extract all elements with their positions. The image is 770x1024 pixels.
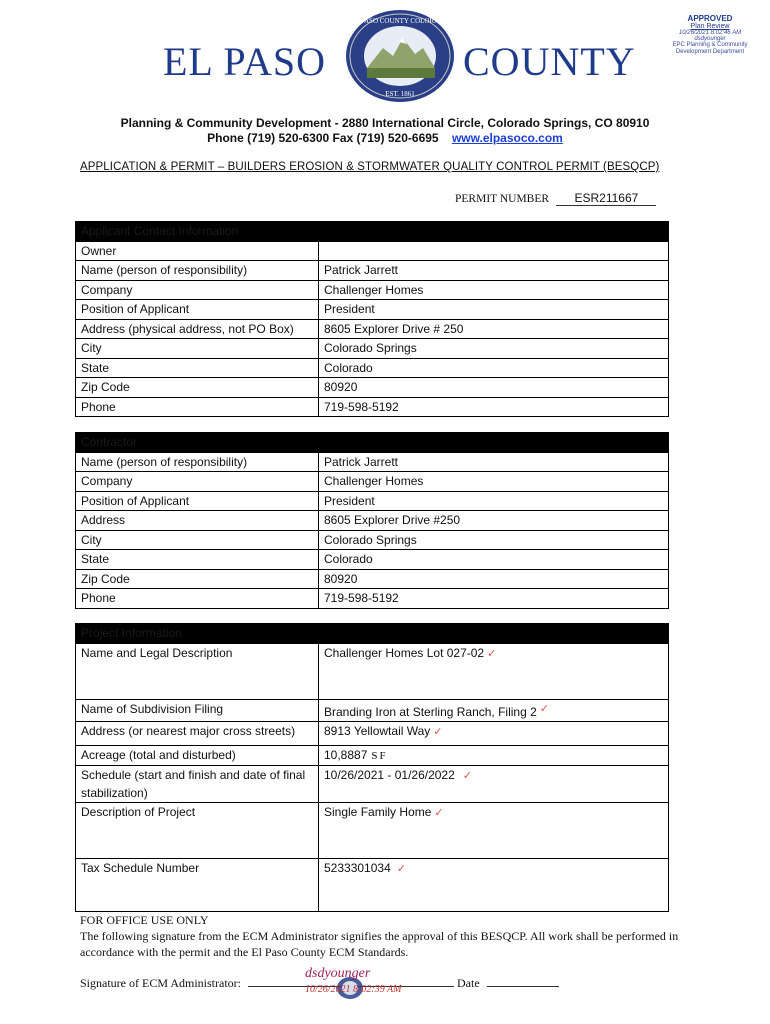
table-row bbox=[76, 261, 669, 281]
row-value: Challenger Homes bbox=[319, 280, 669, 300]
table-row bbox=[76, 319, 669, 339]
seal-text-bottom: EST. 1861 bbox=[385, 90, 415, 98]
table-row bbox=[76, 858, 669, 911]
table-row bbox=[76, 721, 669, 745]
row-label: Name (person of responsibility) bbox=[76, 452, 319, 472]
project-name-value: Challenger Homes Lot 027-02 bbox=[324, 645, 485, 660]
stamp-plan-review: Plan Review bbox=[690, 23, 730, 30]
project-table bbox=[75, 623, 669, 912]
check-mark-icon: ✓ bbox=[539, 702, 550, 715]
table-row bbox=[76, 397, 669, 417]
stamp-user: dsdyounger bbox=[694, 36, 726, 42]
row-value: Challenger Homes bbox=[319, 472, 669, 492]
stamp-dept-line1: EPC Planning & Community bbox=[672, 42, 748, 48]
row-value bbox=[319, 721, 669, 745]
row-label: Acreage (total and disturbed) bbox=[76, 745, 319, 765]
row-value: Patrick Jarrett bbox=[319, 452, 669, 472]
row-label: Name (person of responsibility) bbox=[76, 261, 319, 281]
row-label: Address (physical address, not PO Box) bbox=[76, 319, 319, 339]
table-row bbox=[76, 569, 669, 589]
table-row bbox=[76, 589, 669, 609]
row-value: President bbox=[319, 491, 669, 511]
row-value bbox=[319, 765, 669, 802]
acreage-value: 10,8887 bbox=[324, 747, 368, 762]
row-value: 8605 Explorer Drive #250 bbox=[319, 511, 669, 531]
signature-datetime: 10/26/2021 8:02:39 AM bbox=[305, 984, 402, 995]
office-use-text: The following signature from the ECM Administrator signifies the approval of this BESQCP. All work shall be performed in accordance with the permit and the El Paso County ECM Standards. bbox=[80, 929, 679, 959]
table-row bbox=[76, 765, 669, 802]
row-value bbox=[319, 699, 669, 721]
row-label: State bbox=[76, 550, 319, 570]
row-label: Zip Code bbox=[76, 378, 319, 398]
row-label: Name of Subdivision Filing bbox=[76, 699, 319, 721]
check-mark-icon: ✓ bbox=[487, 647, 497, 660]
signature-label: Signature of ECM Administrator: bbox=[80, 976, 241, 990]
table-row bbox=[76, 643, 669, 699]
logo-text-left: EL PASO bbox=[163, 39, 326, 84]
office-use-heading: FOR OFFICE USE ONLY bbox=[80, 913, 209, 927]
table-row bbox=[76, 491, 669, 511]
office-use-section bbox=[80, 912, 730, 960]
phone-fax: Phone (719) 520-6300 Fax (719) 520-6695 bbox=[207, 131, 439, 145]
department-address: Planning & Community Development - 2880 International Circle, Colorado Springs, CO 80910 bbox=[120, 116, 650, 130]
row-value: 719-598-5192 bbox=[319, 589, 669, 609]
row-value: Colorado bbox=[319, 550, 669, 570]
row-value bbox=[319, 241, 669, 261]
row-label: Position of Applicant bbox=[76, 300, 319, 320]
row-value: 8605 Explorer Drive # 250 bbox=[319, 319, 669, 339]
row-label: Name and Legal Description bbox=[76, 643, 319, 699]
table-row bbox=[76, 339, 669, 359]
subdivision-value: Branding Iron at Sterling Ranch, Filing 2 bbox=[324, 704, 537, 719]
form-title: APPLICATION & PERMIT – BUILDERS EROSION & STORMWATER QUALITY CONTROL PERMIT (BESQCP) bbox=[80, 161, 660, 173]
schedule-value: 10/26/2021 - 01/26/2022 bbox=[324, 767, 455, 782]
row-value: 80920 bbox=[319, 569, 669, 589]
table-row bbox=[76, 802, 669, 858]
row-label: Schedule (start and finish and date of final stabilization) bbox=[76, 765, 319, 802]
row-label: Company bbox=[76, 280, 319, 300]
table-row bbox=[76, 511, 669, 531]
tax-schedule-value: 5233301034 bbox=[324, 860, 391, 875]
county-seal-logo bbox=[343, 8, 457, 104]
permit-number-value: ESR211667 bbox=[556, 191, 656, 206]
table-row bbox=[76, 745, 669, 765]
table-row bbox=[76, 241, 669, 261]
row-label: Phone bbox=[76, 397, 319, 417]
logo-text-right: COUNTY bbox=[463, 39, 636, 84]
contractor-table bbox=[75, 432, 669, 609]
table-row bbox=[76, 280, 669, 300]
row-label: Owner bbox=[76, 241, 319, 261]
row-value bbox=[319, 802, 669, 858]
row-value: Colorado Springs bbox=[319, 339, 669, 359]
row-label: Position of Applicant bbox=[76, 491, 319, 511]
check-mark-icon: ✓ bbox=[396, 862, 406, 875]
description-value: Single Family Home bbox=[324, 804, 432, 819]
row-value: Patrick Jarrett bbox=[319, 261, 669, 281]
approval-stamp bbox=[658, 14, 762, 56]
table-row bbox=[76, 472, 669, 492]
row-label: City bbox=[76, 339, 319, 359]
row-value: Colorado bbox=[319, 358, 669, 378]
row-value: 80920 bbox=[319, 378, 669, 398]
table-row bbox=[76, 300, 669, 320]
permit-number-label: PERMIT NUMBER bbox=[455, 193, 550, 205]
address-value: 8913 Yellowtail Way bbox=[324, 723, 431, 738]
check-mark-icon: ✓ bbox=[434, 806, 444, 819]
row-label: Phone bbox=[76, 589, 319, 609]
date-field bbox=[487, 976, 559, 987]
row-value bbox=[319, 643, 669, 699]
acreage-unit: SF bbox=[371, 749, 388, 762]
row-value: President bbox=[319, 300, 669, 320]
table-row bbox=[76, 452, 669, 472]
row-value bbox=[319, 745, 669, 765]
signature-name: dsdyounger bbox=[305, 966, 371, 981]
row-value bbox=[319, 858, 669, 911]
row-label: Tax Schedule Number bbox=[76, 858, 319, 911]
row-label: Zip Code bbox=[76, 569, 319, 589]
row-value: 719-598-5192 bbox=[319, 397, 669, 417]
permit-number bbox=[455, 191, 656, 206]
table-row bbox=[76, 378, 669, 398]
stamp-approved: APPROVED bbox=[687, 14, 733, 23]
check-mark-icon: ✓ bbox=[433, 725, 443, 738]
table-row bbox=[76, 358, 669, 378]
stamp-dept-line2: Development Department bbox=[675, 49, 745, 55]
row-label: Company bbox=[76, 472, 319, 492]
applicant-table bbox=[75, 221, 669, 417]
row-label: State bbox=[76, 358, 319, 378]
seal-text-top: EL PASO COUNTY COLORADO bbox=[350, 17, 450, 25]
project-header: Project Information bbox=[76, 624, 319, 644]
date-label: Date bbox=[457, 976, 480, 990]
row-label: City bbox=[76, 530, 319, 550]
table-row bbox=[76, 550, 669, 570]
row-label: Description of Project bbox=[76, 802, 319, 858]
table-row bbox=[76, 699, 669, 721]
contractor-header: Contractor bbox=[76, 433, 319, 453]
stamp-datetime: 10/26/2021 8:02:46 AM bbox=[678, 30, 742, 36]
website-link[interactable]: www.elpasoco.com bbox=[451, 131, 563, 145]
applicant-header: Applicant Contact Information bbox=[76, 222, 319, 242]
row-label: Address (or nearest major cross streets) bbox=[76, 721, 319, 745]
contact-line bbox=[0, 131, 770, 145]
table-row bbox=[76, 530, 669, 550]
row-value: Colorado Springs bbox=[319, 530, 669, 550]
row-label: Address bbox=[76, 511, 319, 531]
check-mark-icon: ✓ bbox=[462, 769, 472, 782]
